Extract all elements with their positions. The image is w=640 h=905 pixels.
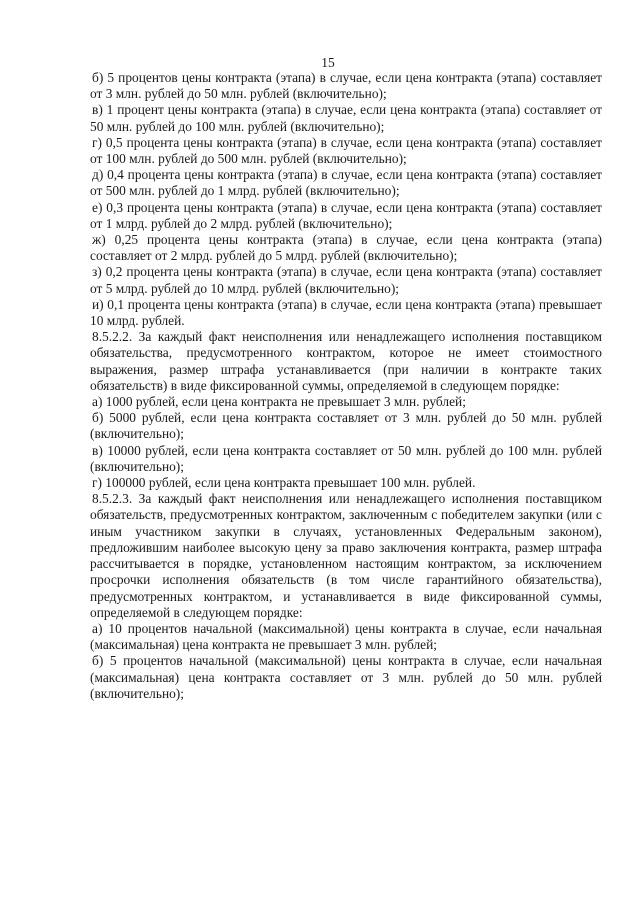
paragraph: в) 1 процент цены контракта (этапа) в случае, если цена контракта (этапа) составляет от 50 млн. рублей до 100 млн. рублей (включительно); bbox=[90, 102, 602, 134]
paragraph: е) 0,3 процента цены контракта (этапа) в случае, если цена контракта (этапа) составляет от 1 млрд. рублей до 2 млрд. рублей (включительно); bbox=[90, 199, 602, 231]
paragraph: б) 5 процентов начальной (максимальной) цены контракта в случае, если начальная (максимальная) цена контракта составляет от 3 млн. рублей до 50 млн. рублей (включительно); bbox=[90, 653, 602, 701]
paragraph: б) 5000 рублей, если цена контракта составляет от 3 млн. рублей до 50 млн. рублей (включительно); bbox=[90, 410, 602, 442]
document-body bbox=[90, 70, 602, 702]
paragraph: г) 100000 рублей, если цена контракта превышает 100 млн. рублей. bbox=[92, 475, 476, 491]
paragraph: д) 0,4 процента цены контракта (этапа) в случае, если цена контракта (этапа) составляет от 500 млн. рублей до 1 млрд. рублей (включительно); bbox=[90, 167, 602, 199]
paragraph: и) 0,1 процента цены контракта (этапа) в случае, если цена контракта (этапа) превышает 10 млрд. рублей. bbox=[90, 296, 602, 329]
paragraph: 8.5.2.2. За каждый факт неисполнения или ненадлежащего исполнения поставщиком обязательства, предусмотренного контрактом, которое не имеет стоимостного выражения, размер штрафа устанавливается (при наличии в контракте таких обязательств) в виде фиксированной суммы, определяемой в следующем порядке: bbox=[90, 329, 602, 393]
paragraph: г) 0,5 процента цены контракта (этапа) в случае, если цена контракта (этапа) составляет от 100 млн. рублей до 500 млн. рублей (включительно); bbox=[90, 134, 602, 167]
paragraph: б) 5 процентов цены контракта (этапа) в случае, если цена контракта (этапа) составляет от 3 млн. рублей до 50 млн. рублей (включительно); bbox=[90, 70, 602, 102]
paragraph: ж) 0,25 процента цены контракта (этапа) в случае, если цена контракта (этапа) составляет от 2 млрд. рублей до 5 млрд. рублей (включительно); bbox=[90, 232, 602, 264]
paragraph: з) 0,2 процента цены контракта (этапа) в случае, если цена контракта (этапа) составляет от 5 млрд. рублей до 10 млрд. рублей (включительно); bbox=[90, 264, 602, 296]
paragraph: 8.5.2.3. За каждый факт неисполнения или ненадлежащего исполнения поставщиком обязательств, предусмотренных контрактом, заключенным с победителем закупки (или с иным участником закупки в случаях, установленных Федеральным законом), предложившим наиболее высокую цену за право заключения контракта, размер штрафа рассчитывается в порядке, установленном настоящим контрактом, за исключением просрочки исполнения обязательств (в том числе гарантийного обязательства), предусмотренных контрактом, и устанавливается в виде фиксированной суммы, определяемой в следующем порядке: bbox=[90, 491, 602, 620]
paragraph: а) 1000 рублей, если цена контракта не превышает 3 млн. рублей; bbox=[92, 394, 466, 410]
paragraph: в) 10000 рублей, если цена контракта составляет от 50 млн. рублей до 100 млн. рублей (включительно); bbox=[90, 442, 602, 474]
paragraph: а) 10 процентов начальной (максимальной) цены контракта в случае, если начальная (максимальная) цена контракта не превышает 3 млн. рублей; bbox=[90, 620, 602, 653]
page-number: 15 bbox=[321, 55, 335, 70]
